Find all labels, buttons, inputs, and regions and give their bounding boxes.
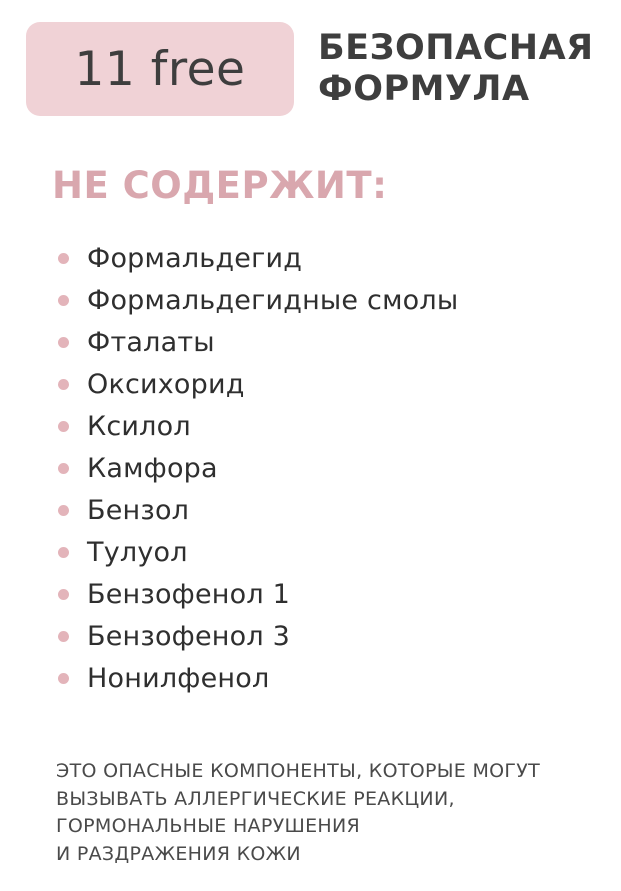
header: [24, 0, 597, 116]
list-item-label: Бензол: [87, 494, 190, 526]
list-item: [58, 573, 597, 615]
page-title-line1: БЕЗОПАСНАЯ: [318, 28, 594, 69]
list-item-label: Фталаты: [87, 326, 215, 358]
footer-note: [56, 758, 540, 868]
list-item-label: Бензофенол 1: [87, 578, 290, 610]
list-item-label: Формальдегидные смолы: [87, 284, 459, 316]
page-title-line2: ФОРМУЛА: [318, 69, 530, 109]
list-item: [58, 279, 597, 321]
list-item: [58, 363, 597, 405]
bullet-dot-icon: [58, 337, 69, 348]
bullet-dot-icon: [58, 505, 69, 516]
list-item: [58, 489, 597, 531]
bullet-dot-icon: [58, 421, 69, 432]
page-title: [318, 28, 594, 109]
bullet-dot-icon: [58, 589, 69, 600]
footer-note-line2: ВЫЗЫВАТЬ АЛЛЕРГИЧЕСКИЕ РЕАКЦИИ,: [56, 787, 455, 810]
excluded-ingredients-list: [24, 237, 597, 699]
section-heading: НЕ СОДЕРЖИТ:: [52, 164, 388, 207]
list-item-label: Тулуол: [87, 536, 188, 568]
list-item: [58, 321, 597, 363]
list-item-label: Бензофенол 3: [87, 620, 290, 652]
list-item-label: Камфора: [87, 452, 218, 484]
bullet-dot-icon: [58, 631, 69, 642]
list-item: [58, 447, 597, 489]
bullet-dot-icon: [58, 253, 69, 264]
bullet-dot-icon: [58, 547, 69, 558]
free-count-badge: [26, 22, 294, 116]
footer-note-line3: ГОРМОНАЛЬНЫЕ НАРУШЕНИЯ: [56, 815, 360, 838]
list-item: [58, 237, 597, 279]
bullet-dot-icon: [58, 463, 69, 474]
list-item: [58, 405, 597, 447]
footer-note-line1: ЭТО ОПАСНЫЕ КОМПОНЕНТЫ, КОТОРЫЕ МОГУТ: [56, 760, 541, 782]
bullet-dot-icon: [58, 295, 69, 306]
list-item: [58, 657, 597, 699]
badge-label: 11 free: [74, 41, 246, 97]
list-item: [58, 531, 597, 573]
list-item-label: Формальдегид: [87, 242, 303, 274]
list-item: [58, 615, 597, 657]
list-item-label: Нонилфенол: [87, 662, 270, 694]
list-item-label: Ксилол: [87, 410, 191, 442]
bullet-dot-icon: [58, 673, 69, 684]
list-item-label: Оксихорид: [87, 368, 245, 400]
footer-note-line4: И РАЗДРАЖЕНИЯ КОЖИ: [56, 842, 301, 865]
bullet-dot-icon: [58, 379, 69, 390]
